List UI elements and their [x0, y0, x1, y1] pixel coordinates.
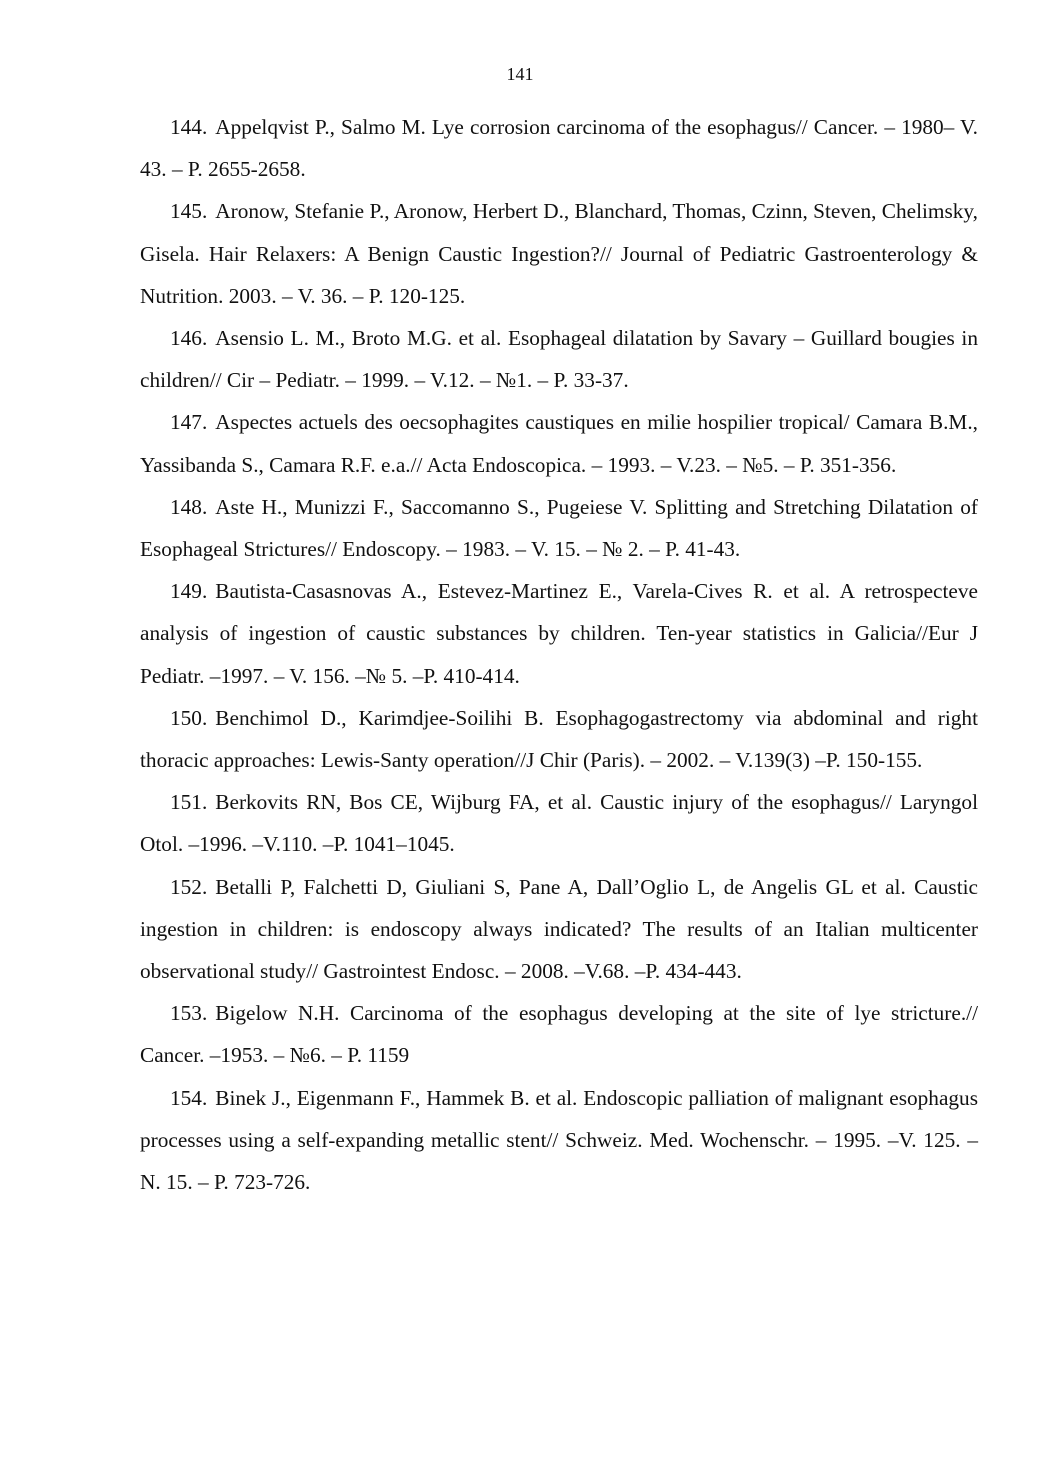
reference-text: Benchimol D., Karimdjee-Soilihi B. Esophagogastrectomy via abdominal and right thoracic approaches: Lewis-Santy operation//J Chir (Paris). – 2002. – V.139(3) –P. 150-155.: [140, 705, 978, 773]
reference-item: [140, 190, 978, 317]
reference-text: Binek J., Eigenmann F., Hammek B. et al. Endoscopic palliation of malignant esophagus processes using a self-expanding metallic stent// Schweiz. Med. Wochenschr. – 1995. –V. 125. – N. 15. – P. 723-726.: [140, 1085, 978, 1195]
reference-text: Bautista-Casasnovas A., Estevez-Martinez E., Varela-Cives R. et al. A retrospecteve analysis of ingestion of caustic substances by children. Ten-year statistics in Galicia//Eur J Pediatr. –1997. – V. 156. –№ 5. –P. 410-414.: [140, 579, 978, 688]
reference-number: 146.: [170, 326, 208, 351]
reference-text: Aspectes actuels des oecsophagites caustiques en milie hospilier tropical/ Camara B.M., Yassibanda S., Camara R.F. e.a.// Acta Endoscopica. – 1993. – V.23. – №5. – P. 351-356.: [140, 410, 978, 477]
reference-number: 154.: [170, 1085, 208, 1110]
reference-item: [140, 317, 978, 401]
reference-number: 144.: [170, 115, 208, 139]
reference-number: 145.: [170, 199, 208, 224]
page-number: 141: [506, 64, 534, 84]
reference-number: 150.: [170, 705, 208, 730]
reference-item: [140, 866, 978, 993]
reference-text: Berkovits RN, Bos CE, Wijburg FA, et al. Caustic injury of the esophagus// Laryngol Otol. –1996. –V.110. –P. 1041–1045.: [140, 790, 978, 857]
reference-item: [140, 570, 978, 697]
reference-list: [140, 106, 978, 1203]
reference-item: [140, 1077, 978, 1204]
reference-text: Betalli P, Falchetti D, Giuliani S, Pane A, Dall’Oglio L, de Angelis GL et al. Caustic ingestion in children: is endoscopy always indicated? The results of an Italian multicenter observational study// Gastrointest Endosc. – 2008. –V.68. –P. 434-443.: [140, 874, 978, 984]
reference-number: 148.: [170, 494, 208, 519]
reference-number: 149.: [170, 579, 208, 604]
reference-text: Appelqvist P., Salmo M. Lye corrosion carcinoma of the esophagus// Cancer. – 1980– V. 43. – P. 2655-2658.: [140, 115, 978, 182]
reference-item: [140, 486, 978, 570]
reference-item: [140, 697, 978, 781]
reference-text: Aste H., Munizzi F., Saccomanno S., Pugeiese V. Splitting and Stretching Dilatation of Esophageal Strictures// Endoscopy. – 1983. – V. 15. – № 2. – P. 41-43.: [140, 494, 978, 562]
reference-number: 147.: [170, 410, 208, 435]
reference-number: 152.: [170, 874, 208, 899]
reference-item: [140, 401, 978, 485]
reference-item: [140, 781, 978, 865]
reference-text: Bigelow N.H. Carcinoma of the esophagus developing at the site of lye stricture.// Cancer. –1953. – №6. – P. 1159: [140, 1001, 978, 1068]
reference-number: 153.: [170, 1001, 208, 1026]
reference-text: Asensio L. M., Broto M.G. et al. Esophageal dilatation by Savary – Guillard bougies in children// Cir – Pediatr. – 1999. – V.12. – №1. – P. 33-37.: [140, 326, 978, 393]
reference-item: [140, 106, 978, 190]
reference-number: 151.: [170, 790, 208, 815]
reference-item: [140, 992, 978, 1076]
reference-text: Aronow, Stefanie P., Aronow, Herbert D., Blanchard, Thomas, Czinn, Steven, Chelimsky, Gisela. Hair Relaxers: A Benign Caustic Ingestion?// Journal of Pediatric Gastroenterology & Nutrition. 2003. – V. 36. – P. 120-125.: [140, 199, 978, 308]
